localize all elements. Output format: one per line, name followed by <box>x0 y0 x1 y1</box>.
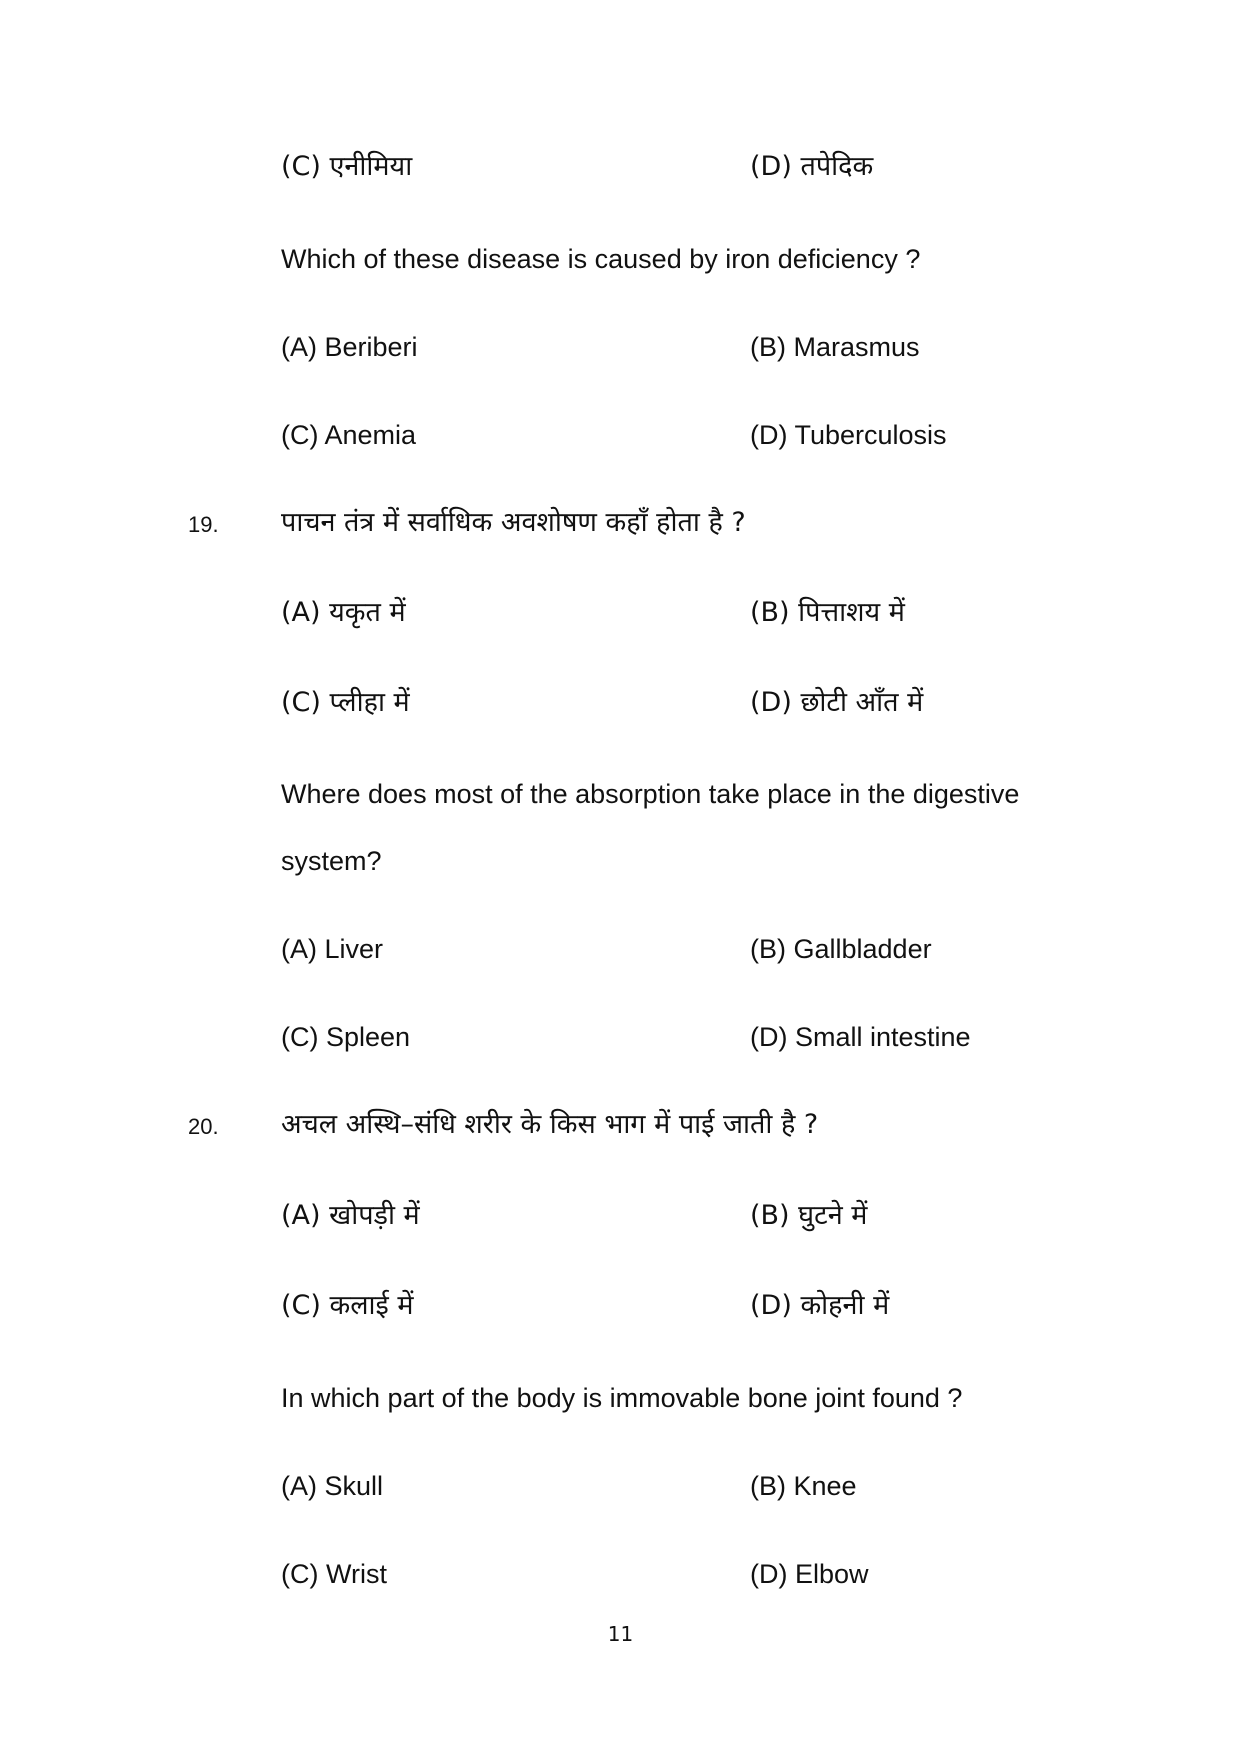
q19-en-option-d: (D) Small intestine <box>750 1022 971 1052</box>
q19-hi-option-b: (B) पित्ताशय में <box>750 597 905 628</box>
q20-en-option-c: (C) Wrist <box>281 1559 387 1589</box>
q20-en-question: In which part of the body is immovable bone joint found ? <box>281 1383 963 1413</box>
q20-number: 20. <box>188 1114 219 1139</box>
q19-hi-option-a: (A) यकृत में <box>281 597 406 628</box>
q19-hi-option-d: (D) छोटी आँत में <box>750 687 924 718</box>
q20-hi-question: अचल अस्थि–संधि शरीर के किस भाग में पाई जाती है ? <box>281 1109 819 1140</box>
q18-en-option-a: (A) Beriberi <box>281 332 418 362</box>
q18-en-option-c: (C) Anemia <box>281 420 417 450</box>
q18-hi-option-c: (C) एनीमिया <box>281 151 413 182</box>
q19-en-option-c: (C) Spleen <box>281 1022 411 1052</box>
q18-hi-option-d: (D) तपेदिक <box>750 151 874 182</box>
q19-hi-question: पाचन तंत्र में सर्वाधिक अवशोषण कहाँ होता है ? <box>281 507 746 538</box>
q19-en-question-line2: system? <box>281 846 382 876</box>
q18-en-option-d: (D) Tuberculosis <box>750 420 947 450</box>
q18-en-option-b: (B) Marasmus <box>750 332 920 362</box>
q19-en-option-a: (A) Liver <box>281 934 384 964</box>
q20-hi-option-b: (B) घुटने में <box>750 1200 868 1231</box>
q19-en-option-b: (B) Gallbladder <box>750 934 932 964</box>
q20-en-option-a: (A) Skull <box>281 1471 384 1501</box>
q20-hi-option-c: (C) कलाई में <box>281 1290 414 1321</box>
q20-hi-option-a: (A) खोपड़ी में <box>281 1200 420 1231</box>
q20-en-option-d: (D) Elbow <box>750 1559 869 1589</box>
page-number: 11 <box>607 1622 634 1646</box>
q19-en-question-line1: Where does most of the absorption take place in the digestive <box>281 779 1020 809</box>
q19-number: 19. <box>188 512 219 537</box>
q18-en-question: Which of these disease is caused by iron deficiency ? <box>281 244 921 274</box>
q20-en-option-b: (B) Knee <box>750 1471 857 1501</box>
q20-hi-option-d: (D) कोहनी में <box>750 1290 890 1321</box>
q19-hi-option-c: (C) प्लीहा में <box>281 687 410 718</box>
